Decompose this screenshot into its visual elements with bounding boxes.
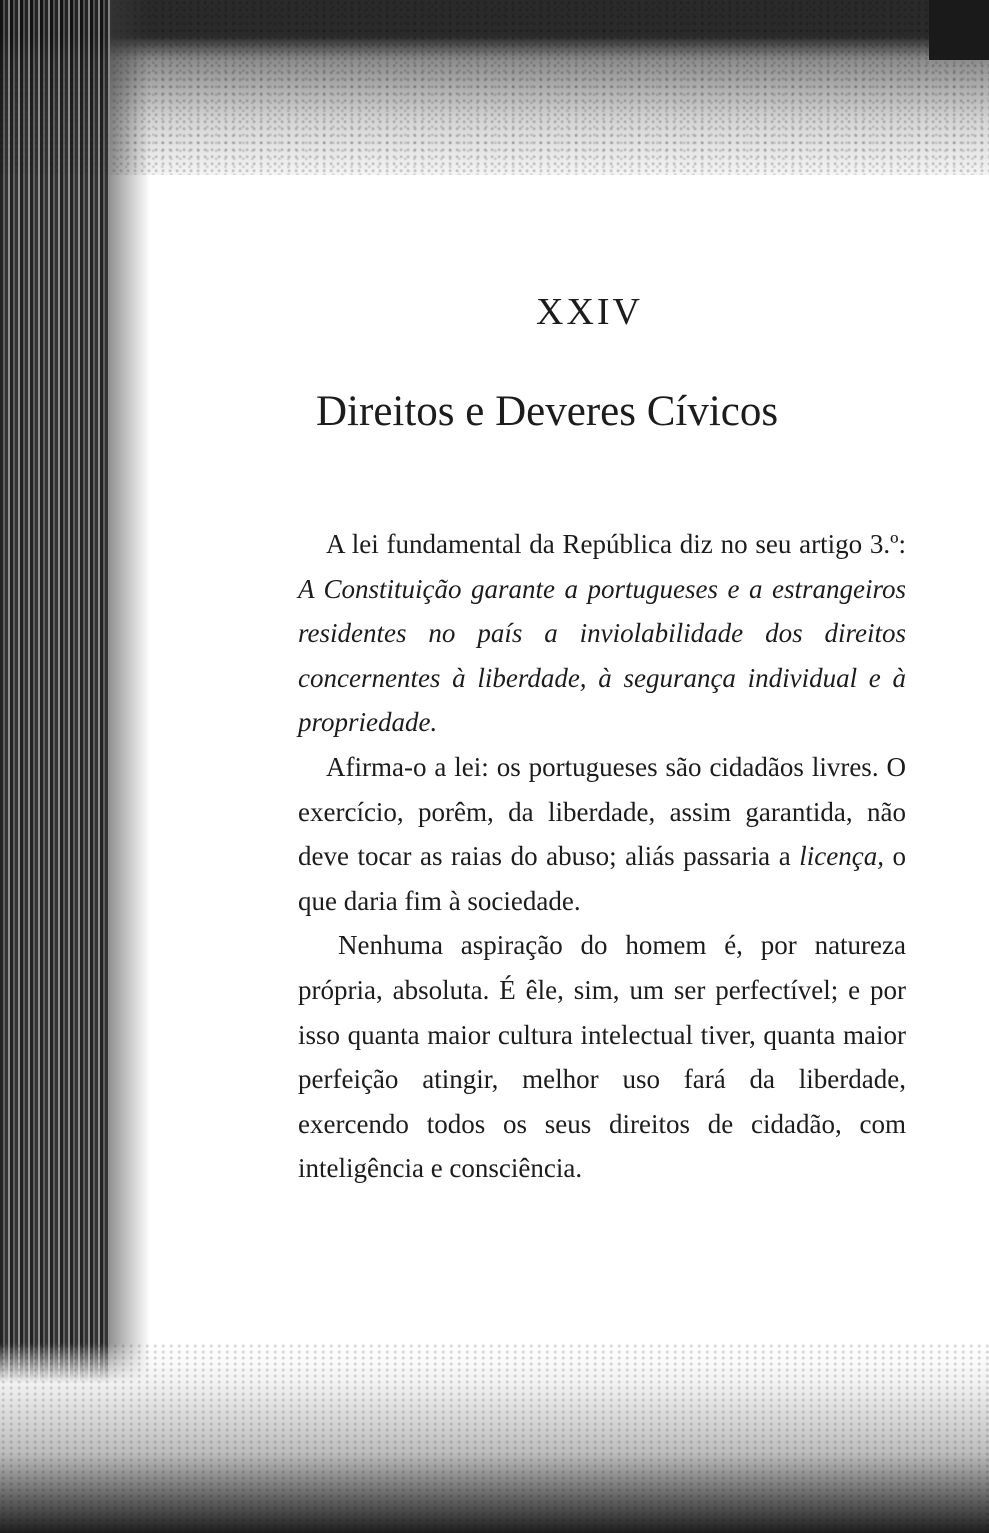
book-page [296,0,916,1533]
binding-shadow [110,0,150,1533]
chapter-title: Direitos e Deveres Cívicos [316,388,779,435]
paragraph-2-text-a: Afirma-o a lei: os portugueses são cidadãos livres. O exercício, porêm, da liberdade, assim garantida, não deve tocar as raias do abuso; aliás passaria a [298,751,906,872]
paragraph-1 [298,522,906,745]
paragraph-1-quote: A Constituição garante a portugueses e a estrangeiros residentes no país a inviolabilidade dos direitos concernentes à liberdade, à segurança individual e à propriedade. [298,573,906,738]
chapter-number: XXIV [536,291,643,333]
chapter-body [298,522,906,1191]
scan-corner-shadow [929,0,989,60]
paragraph-3: Nenhuma aspiração do homem é, por natureza própria, absoluta. É êle, sim, um ser perfectível; e por isso quanta maior cultura intelectual tiver, quanta maior perfeição atingir, melhor uso fará da liberdade, exercendo todos os seus direitos de cidadão, com inteligência e consciência. [298,930,906,1184]
paragraph-2-text-b: o que daria fim à sociedade. [298,841,906,916]
paragraph-2-italic: licença, [799,841,884,872]
paragraph-2 [298,745,906,923]
book-binding-edge [0,0,110,1533]
paragraph-1-text: A lei fundamental da República diz no seu artigo 3.º: [326,529,906,559]
